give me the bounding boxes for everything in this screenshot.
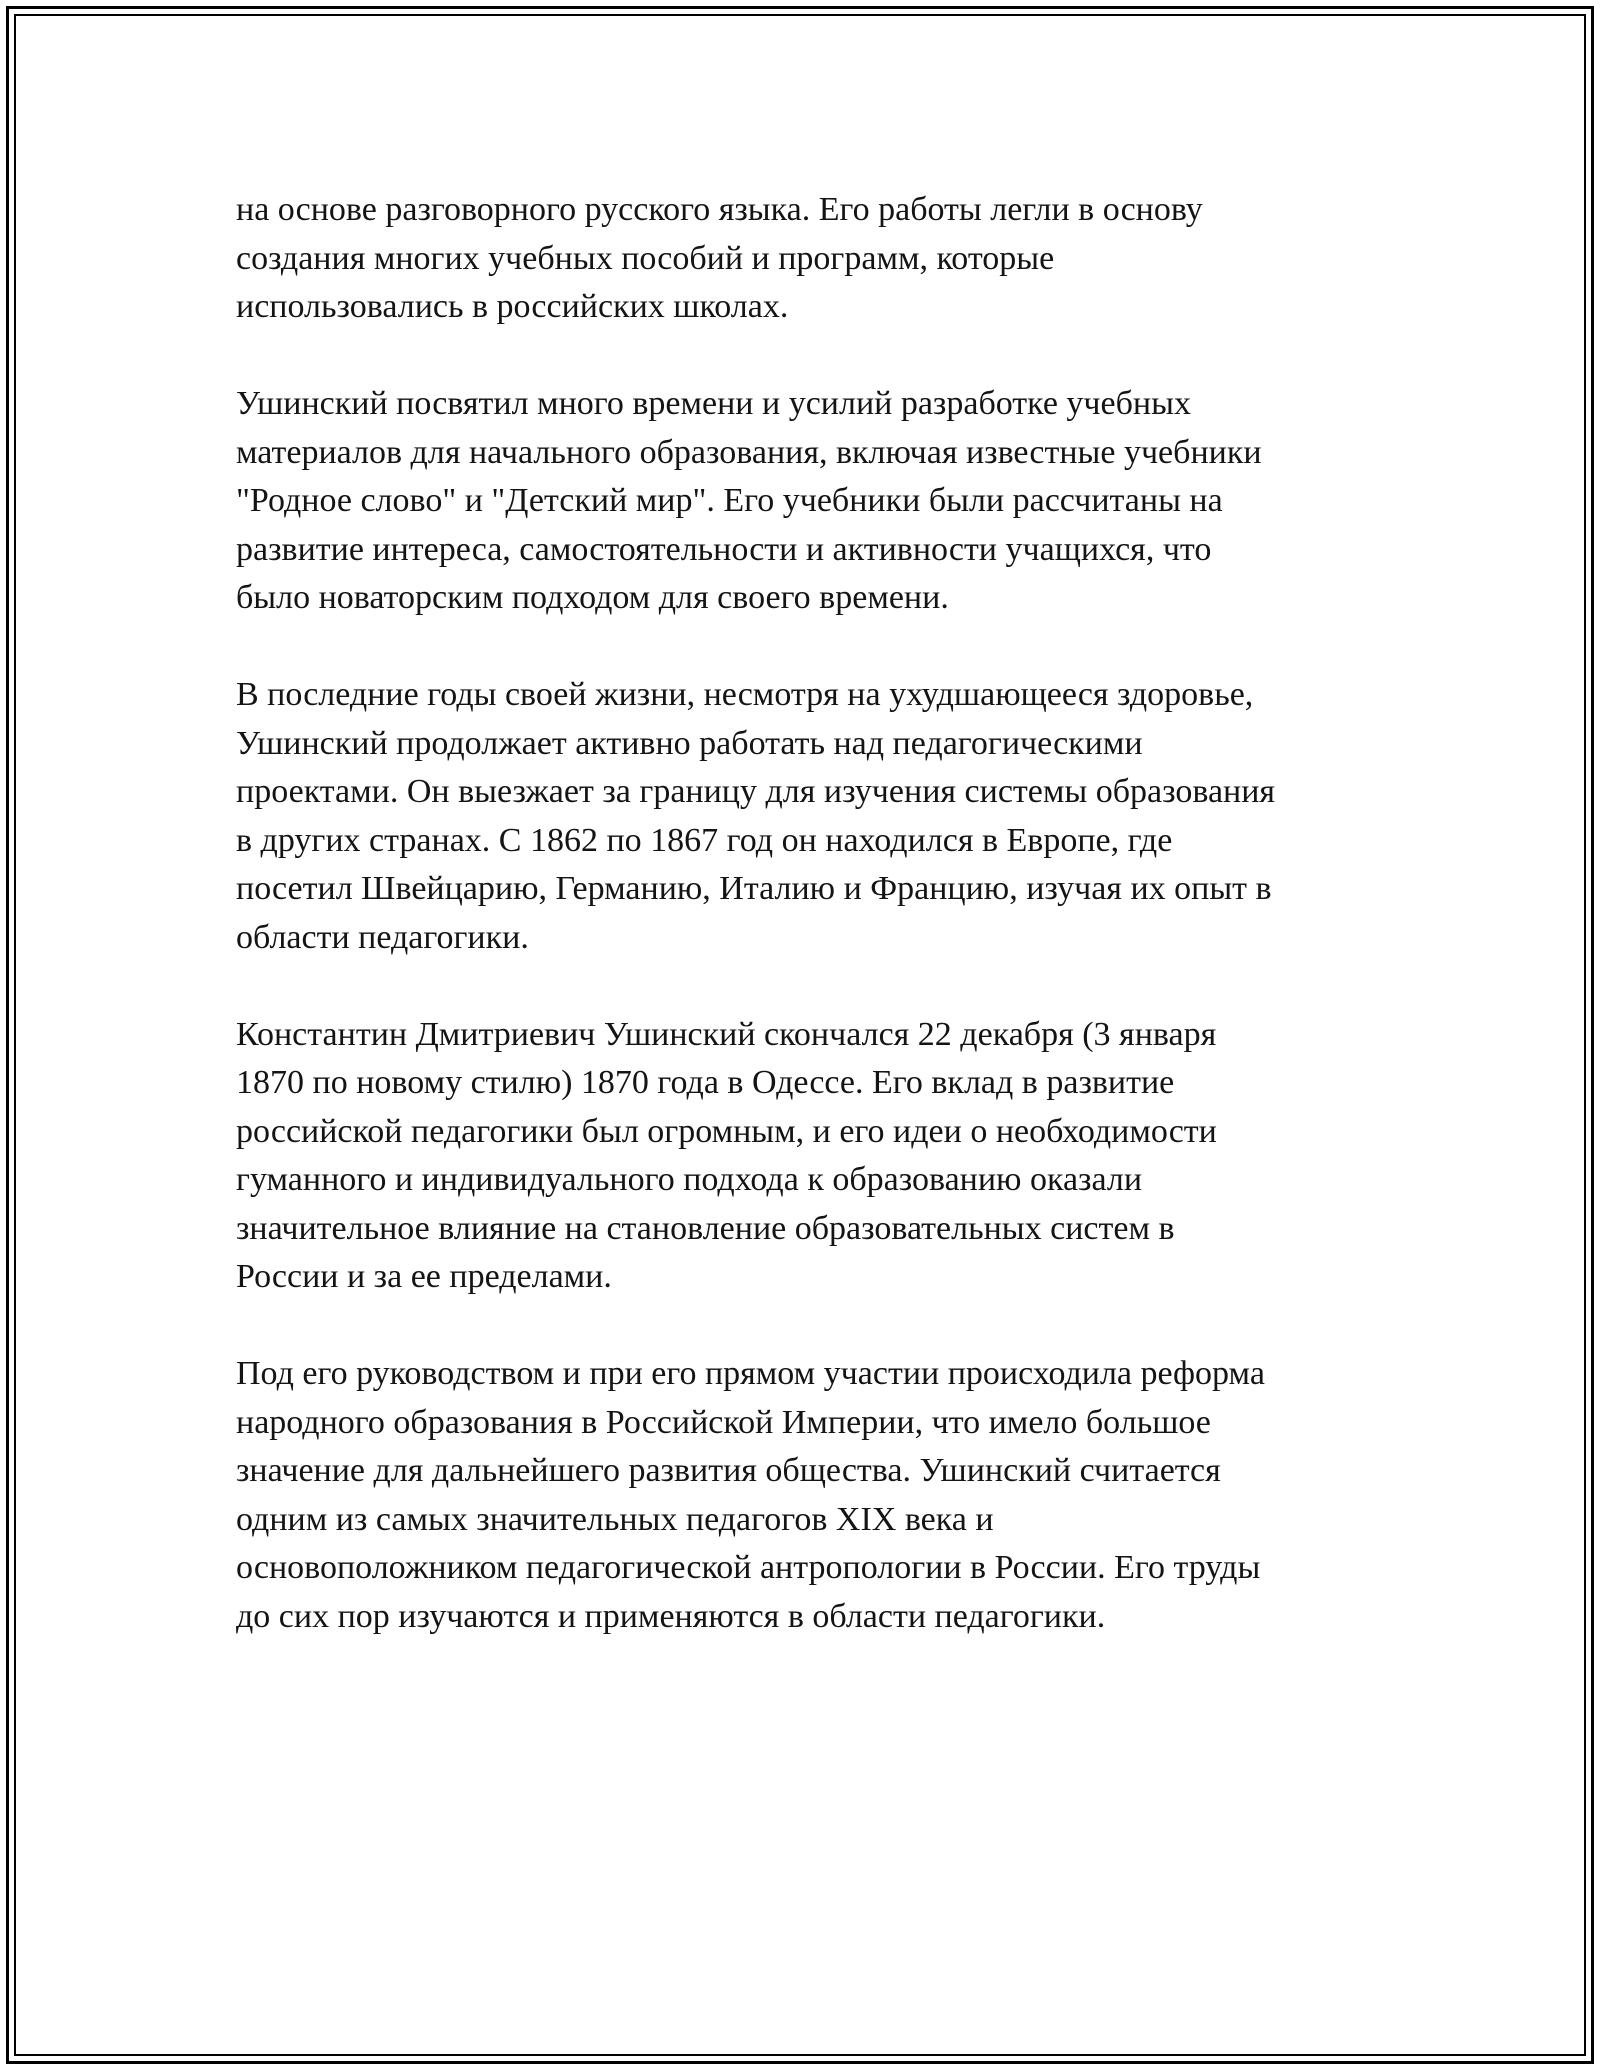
- text-line: Константин Дмитриевич Ушинский скончался 22 декабря (3 января: [236, 1015, 1217, 1053]
- text-line: в других странах. С 1862 по 1867 год он находился в Европе, где: [236, 821, 1173, 859]
- text-line: было новаторским подходом для своего времени.: [236, 579, 949, 616]
- text-line: Ушинский продолжает активно работать над педагогическими: [236, 724, 1143, 762]
- text-line: В последние годы своей жизни, несмотря на ухудшающееся здоровье,: [236, 676, 1254, 713]
- text-line: создания многих учебных пособий и программ, которые: [236, 239, 1055, 277]
- paragraph: [236, 671, 1376, 962]
- document-body: [236, 186, 1376, 1641]
- text-line: проектами. Он выезжает за границу для изучения системы образования: [236, 773, 1276, 810]
- paragraph: [236, 186, 1376, 332]
- text-line: "Родное слово" и "Детский мир". Его учебники были рассчитаны на: [236, 482, 1223, 519]
- text-line: российской педагогики был огромным, и его идеи о необходимости: [236, 1112, 1217, 1150]
- text-line: гуманного и индивидуального подхода к образованию оказали: [236, 1161, 1143, 1198]
- text-line: Под его руководством и при его прямом участии происходила реформа: [236, 1355, 1265, 1392]
- text-line: развитие интереса, самостоятельности и активности учащихся, что: [236, 530, 1212, 568]
- text-line: на основе разговорного русского языка. Его работы легли в основу: [236, 191, 1203, 228]
- text-line: области педагогики.: [236, 918, 529, 956]
- text-line: Ушинский посвятил много времени и усилий разработке учебных: [236, 385, 1191, 422]
- paragraph: [236, 380, 1376, 623]
- text-line: 1870 по новому стилю) 1870 года в Одессе. Его вклад в развитие: [236, 1064, 1175, 1101]
- text-line: использовались в российских школах.: [236, 288, 789, 325]
- text-line: России и за ее пределами.: [236, 1258, 612, 1295]
- text-line: до сих пор изучаются и применяются в области педагогики.: [236, 1597, 1106, 1635]
- text-line: значение для дальнейшего развития общества. Ушинский считается: [236, 1452, 1221, 1489]
- text-line: материалов для начального образования, включая известные учебники: [236, 433, 1262, 471]
- text-line: одним из самых значительных педагогов XIX века и: [236, 1500, 994, 1538]
- paragraph: [236, 1350, 1376, 1641]
- text-line: народного образования в Российской Империи, что имело большое: [236, 1403, 1211, 1441]
- text-line: значительное влияние на становление образовательных систем в: [236, 1209, 1175, 1247]
- text-line: посетил Швейцарию, Германию, Италию и Францию, изучая их опыт в: [236, 870, 1272, 907]
- text-line: основоположником педагогической антропологии в России. Его труды: [236, 1549, 1261, 1586]
- paragraph: [236, 1011, 1376, 1302]
